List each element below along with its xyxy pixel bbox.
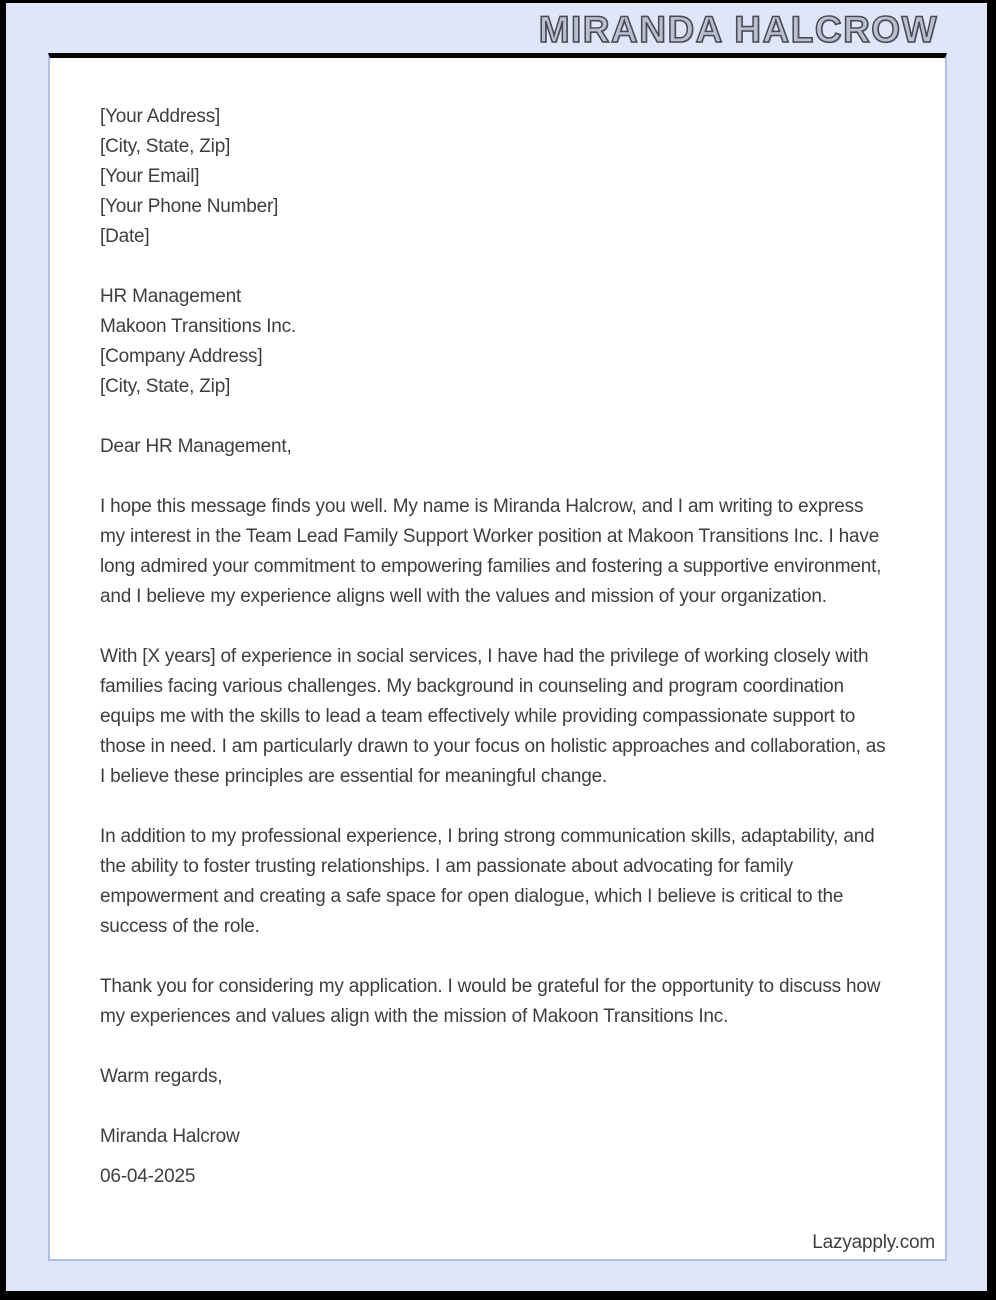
recipient-address-line: HR Management <box>100 286 242 307</box>
body-paragraph: With [X years] of experience in social services, I have had the privilege of working closely with families facing various challenges. My background in counseling and program coordination equips me with the skills to lead a team effectively while providing compassionate support to those in need. I am particularly drawn to your focus on holistic approaches and collaboration, as I believe these principles are essential for meaningful change. <box>100 646 886 787</box>
sender-address-line: [Your Phone Number] <box>100 196 279 217</box>
recipient-address-line: Makoon Transitions Inc. <box>100 316 297 337</box>
letter-body <box>100 492 889 1032</box>
body-paragraph: Thank you for considering my application. I would be grateful for the opportunity to discuss how my experiences and values align with the mission of Makoon Transitions Inc. <box>100 976 881 1027</box>
closing: Warm regards, <box>100 1066 223 1087</box>
recipient-address-line: [City, State, Zip] <box>100 376 231 397</box>
salutation: Dear HR Management, <box>100 436 292 457</box>
sender-address-line: [City, State, Zip] <box>100 136 231 157</box>
date-text: 06-04-2025 <box>100 1166 196 1187</box>
body-paragraph: I hope this message finds you well. My name is Miranda Halcrow, and I am writing to express my interest in the Team Lead Family Support Worker position at Makoon Transitions Inc. I have long admired your commitment to empowering families and fostering a supportive environment, and I believe my experience aligns well with the values and mission of your organization. <box>100 496 882 607</box>
sender-address-line: [Date] <box>100 226 150 247</box>
recipient-address-line: [Company Address] <box>100 346 263 367</box>
watermark-text: Lazyapply.com <box>812 1232 935 1253</box>
letterhead-name: MIRANDA HALCROW <box>538 9 938 50</box>
body-paragraph: In addition to my professional experience, I bring strong communication skills, adaptability, and the ability to foster trusting relationships. I am passionate about advocating for family empowerment and creating a safe space for open dialogue, which I believe is critical to the success of the role. <box>100 826 875 937</box>
sender-address-line: [Your Address] <box>100 106 221 127</box>
sender-address-line: [Your Email] <box>100 166 200 187</box>
sender-address-block <box>100 102 889 252</box>
letter-sheet <box>48 53 947 1261</box>
signature-name: Miranda Halcrow <box>100 1126 240 1147</box>
recipient-address-block <box>100 282 889 402</box>
